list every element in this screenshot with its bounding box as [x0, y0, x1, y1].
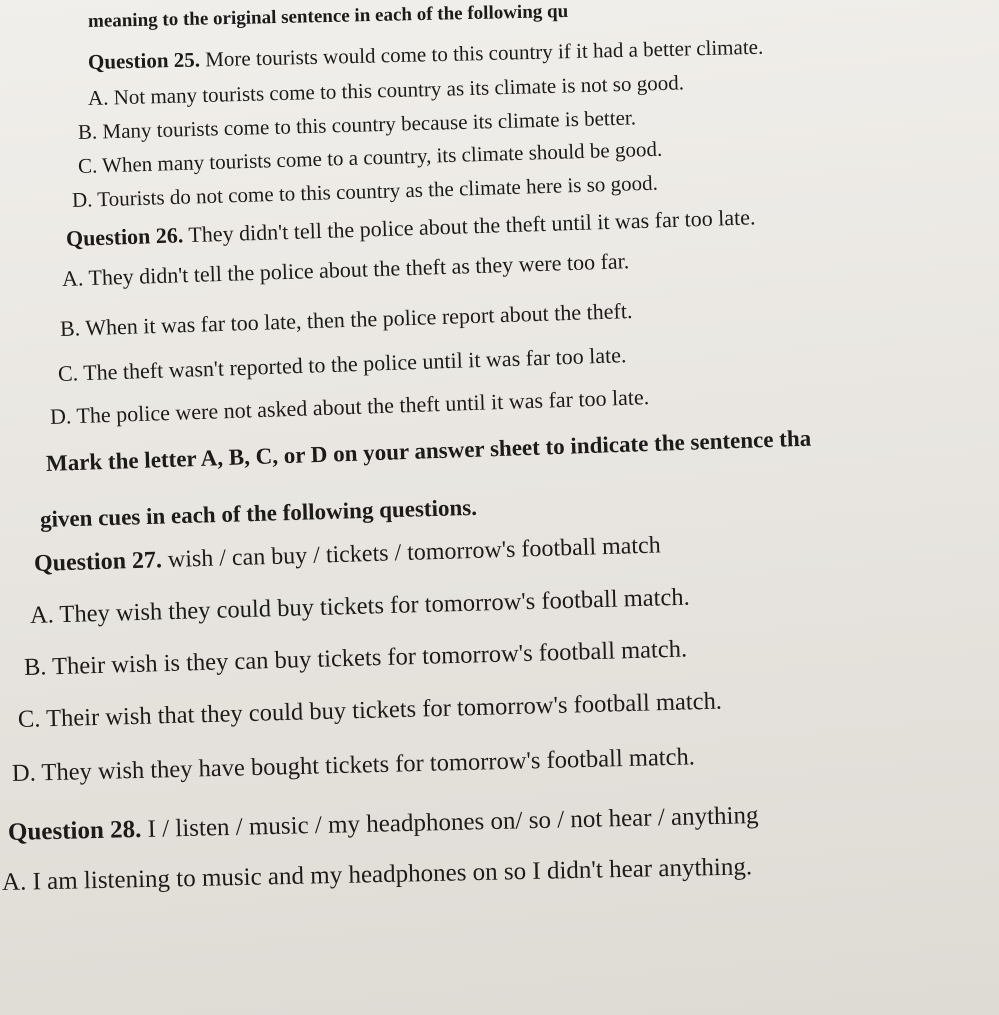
intro-fragment: meaning to the original sentence in each of the following qu — [87, 0, 569, 32]
question-27-stem — [34, 533, 661, 576]
question-25-option-c: C. When many tourists come to a country, its climate should be good. — [77, 136, 663, 178]
question-25-option-b: B. Many tourists come to this country because its climate is better. — [77, 105, 637, 144]
question-26-text: They didn't tell the police about the theft until it was far too late. — [187, 204, 756, 248]
question-26-option-d: D. The police were not asked about the theft until it was far too late. — [49, 384, 650, 429]
question-26-stem — [66, 206, 756, 250]
question-25-label: Question 25. — [87, 47, 201, 74]
question-26-label: Question 26. — [65, 222, 184, 251]
question-26-option-c: C. The theft wasn't reported to the police until it was far too late. — [57, 342, 627, 386]
question-26-option-b: B. When it was far too late, then the police report about the theft. — [59, 298, 633, 341]
question-25-option-d: D. Tourists do not come to this country as the climate here is so good. — [71, 170, 659, 212]
instruction-line-2: given cues in each of the following questions. — [39, 494, 478, 532]
question-28-option-a: A. I am listening to music and my headphones on so I didn't hear anything. — [1, 853, 753, 896]
question-25-stem — [87, 34, 764, 74]
question-27-option-c: C. Their wish that they could buy tickets for tomorrow's football match. — [17, 687, 723, 733]
question-27-label: Question 27. — [33, 547, 163, 577]
question-27-option-a: A. They wish they could buy tickets for tomorrow's football match. — [29, 583, 691, 629]
question-28-text: I / listen / music / my headphones on/ so / not hear / anything — [147, 801, 759, 843]
question-28-label: Question 28. — [7, 815, 142, 846]
instruction-line-1: Mark the letter A, B, C, or D on your answer sheet to indicate the sentence tha — [45, 425, 812, 476]
question-27-text: wish / can buy / tickets / tomorrow's football match — [167, 532, 662, 574]
question-25-text: More tourists would come to this country if it had a better climate. — [204, 34, 764, 72]
question-26-option-a: A. They didn't tell the police about the theft as they were too far. — [61, 248, 630, 291]
question-25-option-a: A. Not many tourists come to this country as its climate is not so good. — [87, 70, 685, 110]
question-28-stem — [8, 803, 759, 845]
question-27-option-b: B. Their wish is they can buy tickets for tomorrow's football match. — [23, 635, 688, 681]
question-27-option-d: D. They wish they have bought tickets for tomorrow's football match. — [11, 743, 696, 787]
